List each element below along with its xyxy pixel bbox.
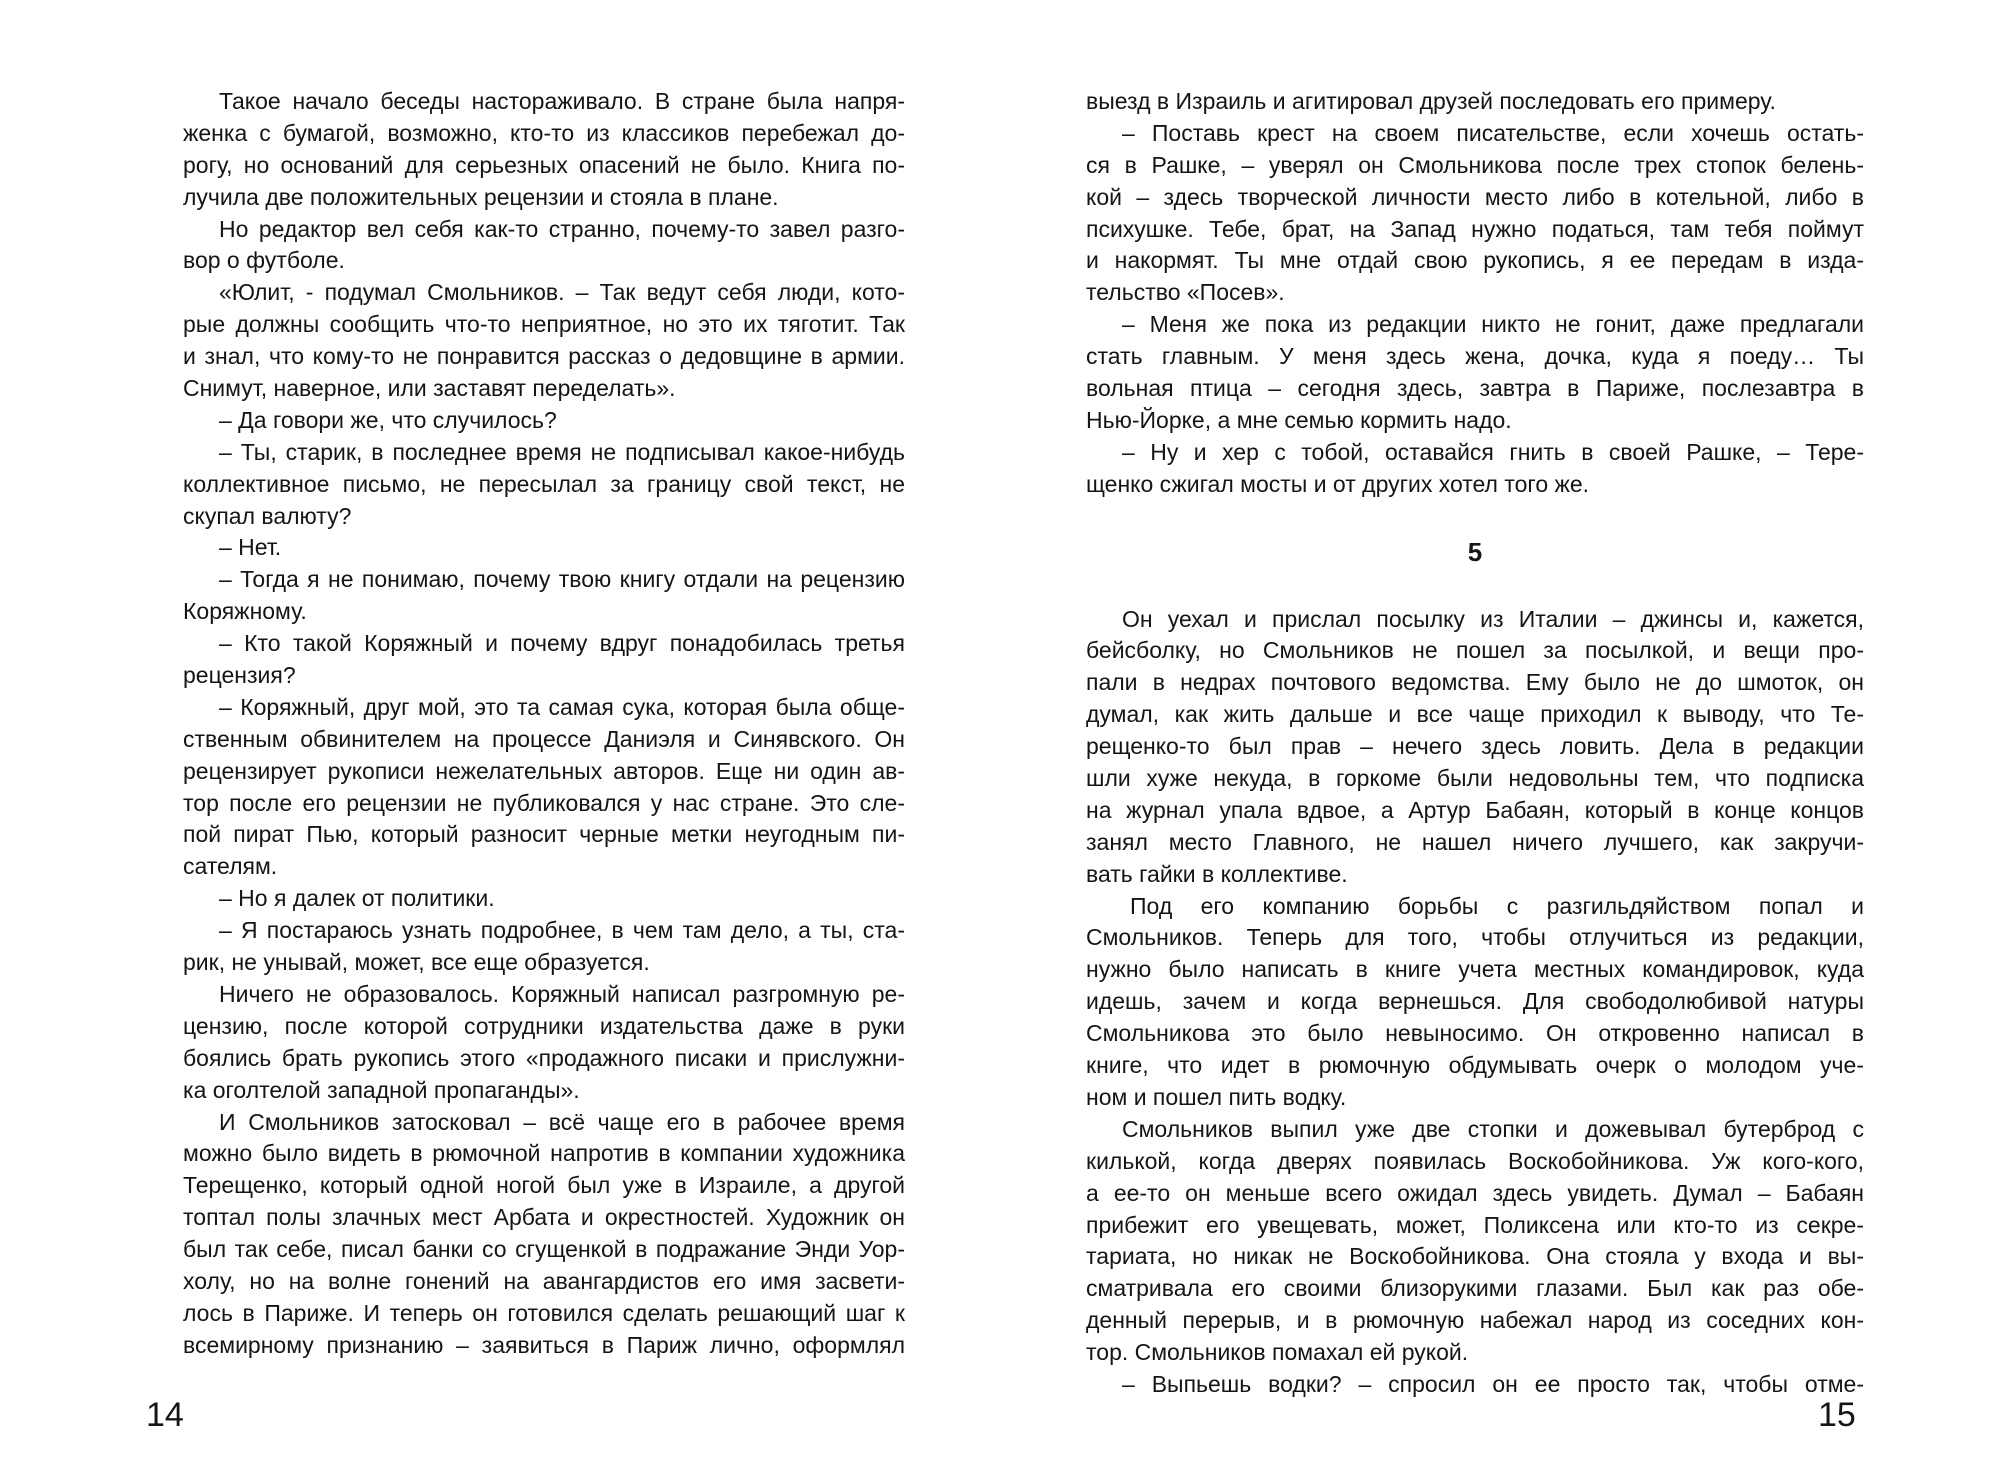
text-line: – Я постараюсь узнать подробнее, в чем там дело, а ты, ста- [219,917,905,944]
text-line: щенко сжигал мосты и от других хотел того же. [1086,470,1590,497]
text-line: Ничего не образовалось. Коряжный написал разгромную ре- [219,980,905,1007]
text-line: занял место Главного, не нашел ничего лучшего, как закручи- [1086,828,1864,855]
text-line: топтал полы злачных мест Арбата и окрестностей. Художник он [183,1204,905,1231]
text-line: вольная птица – сегодня здесь, завтра в Париже, послезавтра в [1086,375,1864,402]
text-line: – Коряжный, друг мой, это та самая сука, которая была обще- [219,693,905,720]
text-line: ном и пошел пить водку. [1086,1083,1347,1110]
text-line: рик, не унывай, может, все еще образуется. [183,949,650,976]
text-line: тор после его рецензии не публиковался у нас стране. Это сле- [183,789,905,816]
text-line: тор. Смольников помахал ей рукой. [1086,1339,1469,1366]
text-line: пали в недрах почтового ведомства. Ему было не до шмоток, он [1086,669,1864,696]
text-line: денный перерыв, и в рюмочную набежал народ из соседних кон- [1086,1307,1864,1334]
text-line: – Ну и хер с тобой, оставайся гнить в своей Рашке, – Тере- [1122,438,1864,465]
text-line: психушке. Тебе, брат, на Запад нужно податься, там тебя поймут [1086,215,1864,242]
text-line: Под его компанию борьбы с разгильдяйством попал и [1130,892,1864,919]
text-line: Нью-Йорке, а мне семью кормить надо. [1086,406,1512,433]
text-line: Снимут, наверное, или заставят переделать». [183,375,676,402]
text-block-chapter-5 [1086,604,1864,1401]
text-line: книге, что идет в рюмочную обдумывать очерк о молодом уче- [1086,1052,1864,1079]
right-page-text [1086,86,1864,1401]
text-line: идешь, зачем и когда вернешься. Для свободолюбивой натуры [1086,988,1864,1015]
text-line: рогу, но оснований для серьезных опасений не было. Книга по- [183,151,905,178]
text-line: – Ты, старик, в последнее время не подписывал какое-нибудь [219,438,905,465]
text-line: можно было видеть в рюмочной напротив в компании художника [183,1140,905,1167]
text-line: вор о футболе. [183,247,345,274]
text-line: цензию, после которой сотрудники издательства даже в руки [183,1012,905,1039]
text-line: ственным обвинителем на процессе Даниэля и Синявского. Он [183,725,905,752]
text-line: Коряжному. [183,598,307,625]
text-line: – Тогда я не понимаю, почему твою книгу отдали на рецензию [219,566,905,593]
text-line: «Юлит, - подумал Смольников. – Так ведут себя люди, кото- [219,279,905,306]
text-line: – Выпьешь водки? – спросил он ее просто так, чтобы отме- [1122,1370,1864,1397]
text-line: боялись брать рукопись этого «продажного писаки и прислужни- [183,1044,905,1071]
text-line: кой – здесь творческой личности место либо в котельной, либо в [1086,183,1864,210]
text-line: сматривала его своими близорукими глазами. Был как раз обе- [1086,1275,1864,1302]
text-line: шли хуже некуда, в горкоме были недовольны тем, что подписка [1086,765,1864,792]
text-line: Смольников выпил уже две стопки и дожевывал бутерброд с [1122,1115,1864,1142]
text-line: всемирному признанию – заявиться в Париж лично, оформлял [183,1331,905,1358]
text-line: и накормят. Ты мне отдай свою рукопись, я ее передам в изда- [1086,247,1864,274]
text-block-before-chapter [1086,86,1864,501]
text-line: Терещенко, который одной ногой был уже в Израиле, а другой [183,1172,905,1199]
text-line: лось в Париже. И теперь он готовился сделать решающий шаг к [183,1299,905,1326]
text-line: килькой, когда дверях появилась Воскобойникова. Уж кого-кого, [1086,1147,1864,1174]
text-line: холу, но на волне гонений на авангардистов его имя засвети- [183,1267,905,1294]
text-line: – Меня же пока из редакции никто не гонит, даже предлагали [1122,311,1864,338]
chapter-heading: 5 [1467,536,1483,567]
text-line: сателям. [183,853,278,880]
left-page-text [183,86,905,1362]
text-line: нужно было написать в книге учета местных командировок, куда [1086,956,1864,983]
text-line: – Поставь крест на своем писательстве, если хочешь остать- [1122,119,1864,146]
text-line: выезд в Израиль и агитировал друзей последовать его примеру. [1086,88,1776,114]
page-number-left: 14 [146,1396,184,1434]
text-line: – Кто такой Коряжный и почему вдруг понадобилась третья [219,630,905,657]
text-line: рещенко-то был прав – нечего здесь ловить. Дела в редакции [1086,733,1864,760]
text-line: был так себе, писал банки со сгущенкой в подражание Энди Уор- [183,1236,905,1263]
text-line: – Да говори же, что случилось? [219,406,557,433]
text-line: рецензия? [183,662,296,689]
text-line: тариата, но никак не Воскобойникова. Она стояла у входа и вы- [1086,1243,1864,1270]
text-line: стать главным. У меня здесь жена, дочка, куда я поеду… Ты [1086,343,1864,370]
text-line: Он уехал и прислал посылку из Италии – джинсы и, кажется, [1122,605,1864,632]
text-line: Смольников. Теперь для того, чтобы отлучиться из редакции, [1086,924,1864,951]
text-line: прибежит его увещевать, может, Поликсена или кто-то из секре- [1086,1211,1864,1238]
text-line: пой пират Пью, который разносит черные метки неугодным пи- [183,821,905,848]
text-line: вать гайки в коллективе. [1086,860,1348,887]
text-line: а ее-то он меньше всего ожидал здесь увидеть. Думал – Бабаян [1086,1179,1864,1206]
text-line: скупал валюту? [183,502,352,529]
text-line: лучила две положительных рецензии и стояла в плане. [183,183,779,210]
text-line: Смольникова это было невыносимо. Он откровенно написал в [1086,1020,1864,1047]
text-line: и знал, что кому-то не понравится рассказ о дедовщине в армии. [183,343,905,370]
text-line: – Нет. [219,534,282,561]
text-line: – Но я далек от политики. [219,885,495,912]
text-line: коллективное письмо, не пересылал за границу свой текст, не [183,470,905,497]
text-line: на журнал упала вдвое, а Артур Бабаян, который в конце концов [1086,796,1864,823]
text-line: женка с бумагой, возможно, кто-то из классиков перебежал до- [183,119,905,146]
text-line: думал, как жить дальше и все чаще приходил к выводу, что Те- [1086,701,1864,728]
text-line: бейсболку, но Смольников не пошел за посылкой, и вещи про- [1086,637,1864,664]
text-line: ся в Рашке, – уверял он Смольникова после трех стопок белень- [1086,151,1864,178]
text-line: тельство «Посев». [1086,279,1285,306]
text-line: рые должны сообщить что-то неприятное, но это их тяготит. Так [183,311,905,338]
text-line: Но редактор вел себя как-то странно, почему-то завел разго- [219,215,905,242]
text-line: И Смольников затосковал – всё чаще его в рабочее время [219,1108,905,1135]
text-line: рецензирует рукописи нежелательных авторов. Еще ни один ав- [183,757,905,784]
text-line: ка оголтелой западной пропаганды». [183,1076,580,1103]
text-line: Такое начало беседы настораживало. В стране была напря- [219,88,905,114]
page-number-right: 15 [1818,1396,1856,1434]
